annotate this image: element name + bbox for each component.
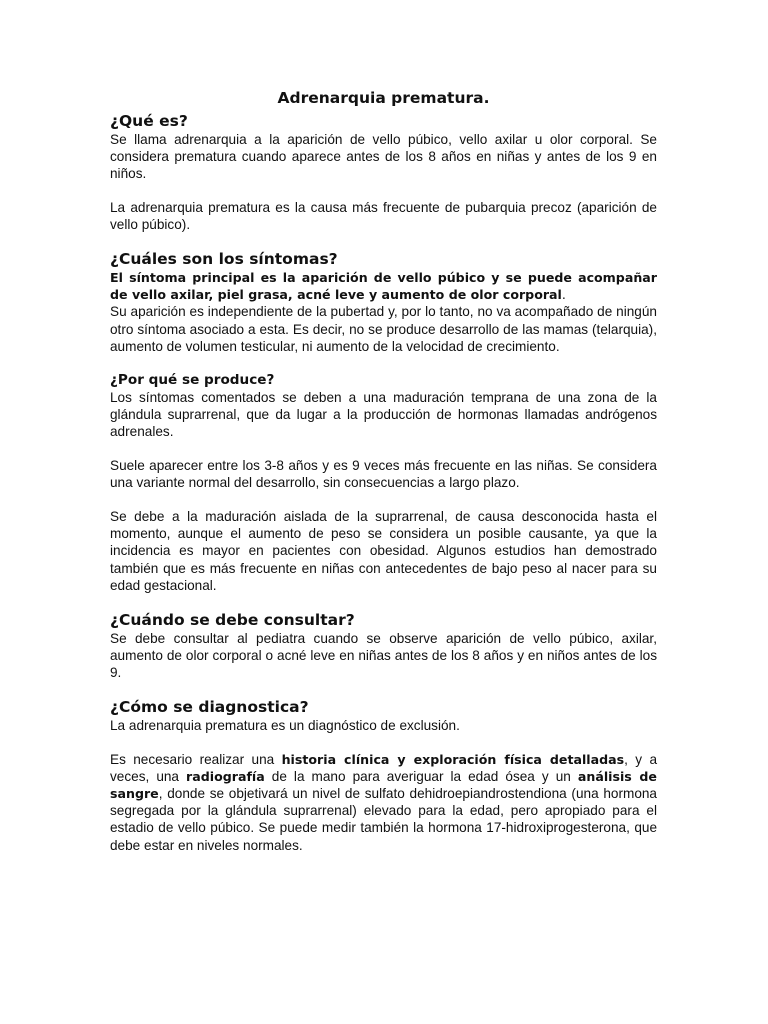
text-run: Es necesario realizar una: [110, 752, 282, 768]
section-por-que: [110, 372, 657, 594]
paragraph: [110, 751, 657, 854]
section-heading: ¿Cuándo se debe consultar?: [110, 610, 355, 629]
section-heading: ¿Cómo se diagnostica?: [110, 697, 309, 716]
paragraph: La adrenarquia prematura es un diagnóstico de exclusión.: [110, 717, 460, 733]
document-page: [110, 88, 657, 854]
text-run: , y a veces, una: [110, 752, 658, 785]
paragraph: La adrenarquia prematura es la causa más frecuente de pubarquia precoz (aparición de vello púbico).: [110, 200, 657, 233]
section-heading: ¿Por qué se produce?: [110, 371, 275, 388]
paragraph: Su aparición es independiente de la pubertad y, por lo tanto, no va acompañado de ningún otro síntoma asociado a esta. Es decir, no se produce desarrollo de las mamas (telarquia), aumento de volumen testicular, ni aumento de la velocidad de crecimiento.: [110, 304, 657, 354]
lead-period: .: [561, 287, 566, 303]
bold-text: historia clínica y exploración física detalladas: [281, 752, 625, 768]
lead-bold-text: El síntoma principal es la aparición de vello púbico y se puede acompañar de vello axilar, piel grasa, acné leve y aumento de olor corporal: [110, 270, 657, 303]
section-sintomas: [110, 250, 657, 354]
section-cuando-consultar: [110, 611, 657, 681]
paragraph: Los síntomas comentados se deben a una maduración temprana de una zona de la glándula suprarrenal, que da lugar a la producción de hormonas llamadas andrógenos adrenales.: [110, 389, 657, 439]
text-run: , donde se objetivará un nivel de sulfato dehidroepiandrostendiona (una hormona segregada por la glándula suprarrenal) elevado para la edad, pero apropiado para el estadio de vello púbico. Se puede medir también la hormona 17-hidroxiprogesterona, que debe estar en niveles normales.: [110, 786, 657, 853]
paragraph: Se debe consultar al pediatra cuando se observe aparición de vello púbico, axilar, aumento de olor corporal o acné leve en niñas antes de los 8 años y en niños antes de los 9.: [110, 630, 657, 680]
paragraph: Se llama adrenarquia a la aparición de vello púbico, vello axilar u olor corporal. Se considera prematura cuando aparece antes de los 8 años en niñas y antes de los 9 en niños.: [110, 132, 657, 182]
section-heading: ¿Cuáles son los síntomas?: [110, 250, 338, 269]
paragraph: Se debe a la maduración aislada de la suprarrenal, de causa desconocida hasta el momento, aunque el aumento de peso se considera un posible causante, ya que la incidencia es mayor en pacientes con obesidad. Algunos estudios han demostrado también que es más frecuente en niñas con antecedentes de bajo peso al nacer para su edad gestacional.: [110, 509, 657, 593]
section-diagnostico: [110, 698, 657, 854]
document-title: Adrenarquia prematura.: [277, 89, 490, 107]
section-que-es: [110, 112, 657, 233]
bold-text: análisis de sangre: [110, 769, 657, 802]
section-heading: ¿Qué es?: [110, 112, 188, 130]
paragraph: Suele aparecer entre los 3-8 años y es 9 veces más frecuente en las niñas. Se considera una variante normal del desarrollo, sin consecuencias a largo plazo.: [110, 458, 657, 491]
text-run: de la mano para averiguar la edad ósea y un: [264, 769, 578, 785]
lead-paragraph: [110, 269, 657, 303]
bold-text: radiografía: [186, 769, 265, 785]
